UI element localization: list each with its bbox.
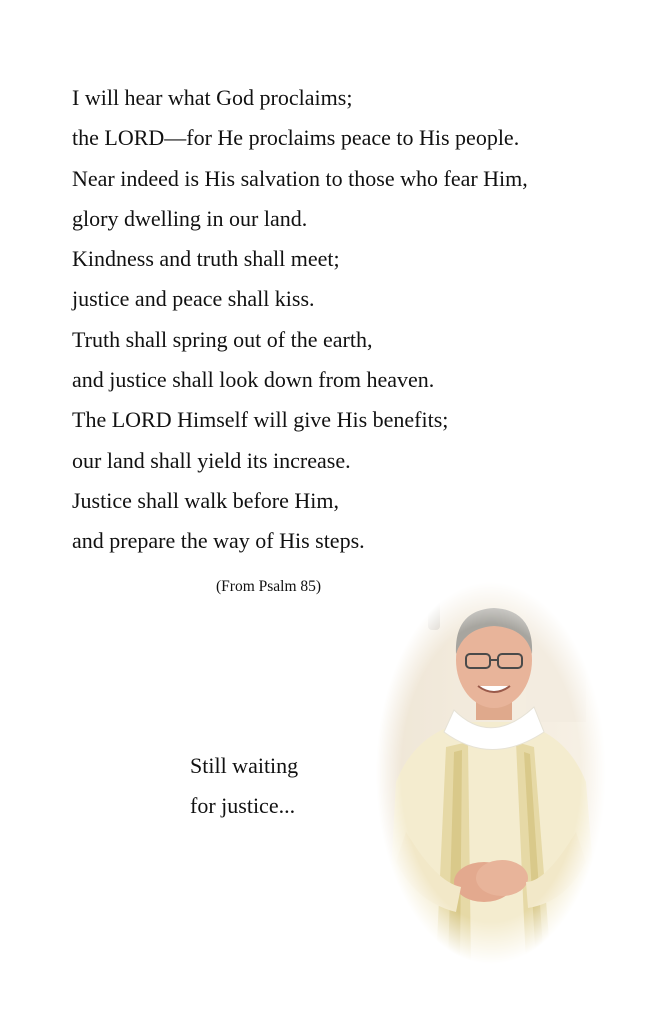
psalm-text bbox=[72, 78, 642, 562]
poem-line: Kindness and truth shall meet; bbox=[72, 246, 340, 272]
statue-detail bbox=[428, 590, 440, 630]
poem-line: the LORD—for He proclaims peace to His people. bbox=[72, 125, 520, 151]
caption-line: Still waiting bbox=[190, 753, 299, 778]
priest-portrait bbox=[376, 582, 606, 964]
poem-line: our land shall yield its increase. bbox=[72, 447, 351, 473]
poem-line: The LORD Himself will give His benefits; bbox=[72, 407, 449, 433]
psalm-citation: (From Psalm 85) bbox=[216, 578, 322, 595]
poem-line: glory dwelling in our land. bbox=[72, 205, 308, 231]
poem-line: Near indeed is His salvation to those who fear Him, bbox=[72, 165, 528, 191]
poem-line: and prepare the way of His steps. bbox=[72, 528, 365, 554]
caption bbox=[190, 746, 298, 826]
poem-line: I will hear what God proclaims; bbox=[72, 85, 353, 110]
poem-line: Truth shall spring out of the earth, bbox=[72, 326, 373, 352]
caption-line: for justice... bbox=[190, 793, 296, 818]
poem-line: justice and peace shall kiss. bbox=[72, 286, 315, 312]
poem-line: and justice shall look down from heaven. bbox=[72, 367, 435, 393]
poem-line: Justice shall walk before Him, bbox=[72, 487, 339, 513]
